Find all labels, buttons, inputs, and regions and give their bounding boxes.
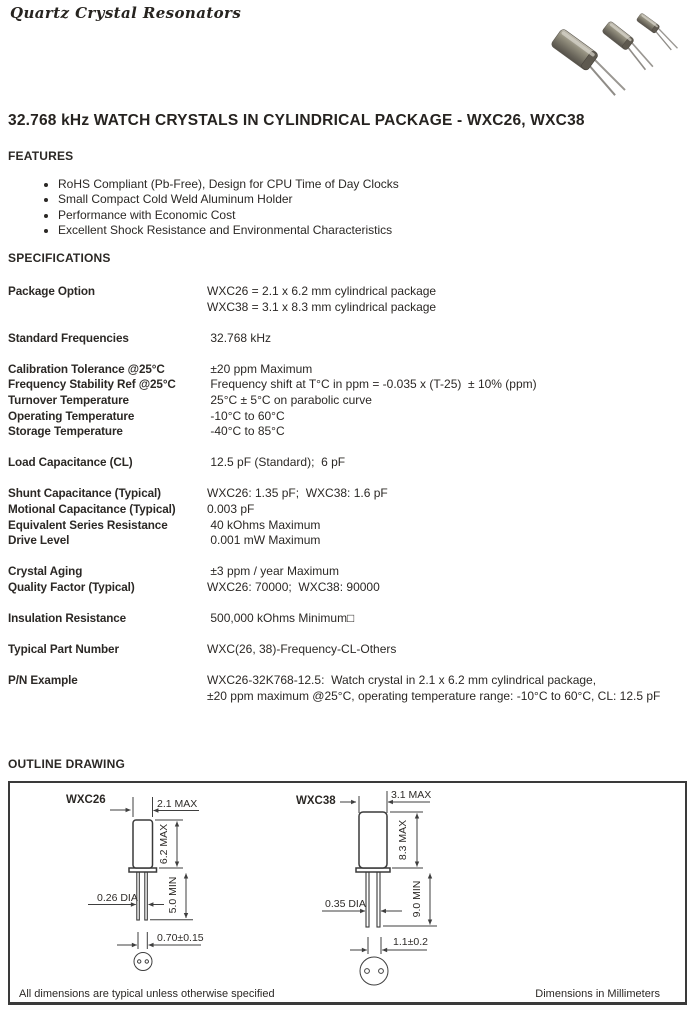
feature-item: • Excellent Shock Resistance and Environmental Characteristics — [58, 223, 399, 238]
outline-heading: OUTLINE DRAWING — [8, 757, 125, 771]
specifications-table — [8, 284, 688, 720]
outline-drawing-box — [8, 781, 687, 1005]
spec-value: -40°C to 85°C — [207, 424, 285, 439]
spec-value: WXC(26, 38)-Frequency-CL-Others — [207, 642, 397, 656]
spec-row — [8, 362, 688, 378]
specifications-heading: SPECIFICATIONS — [8, 251, 111, 265]
spec-row — [8, 331, 688, 347]
spec-label: Motional Capacitance (Typical) — [8, 502, 176, 516]
spec-label: Load Capacitance (CL) — [8, 456, 133, 470]
features-heading: FEATURES — [8, 149, 74, 163]
outline-note-right: Dimensions in Millimeters — [535, 988, 660, 1000]
spec-group — [8, 564, 688, 595]
spec-row — [8, 502, 688, 518]
spec-value: ±20 ppm maximum @25°C, operating temperature range: -10°C to 60°C, CL: 12.5 pF — [207, 688, 661, 703]
spec-value: Frequency shift at T°C in ppm = -0.035 x (T-25) ± 10% (ppm) — [207, 377, 537, 392]
spec-group — [8, 486, 688, 548]
spec-group — [8, 362, 688, 440]
spec-value: WXC26 = 2.1 x 6.2 mm cylindrical package — [207, 284, 437, 298]
spec-row — [8, 564, 688, 580]
wxc38-lead-diameter-dim: 0.35 DIA — [325, 898, 366, 910]
spec-value: 0.001 mW Maximum — [207, 533, 321, 548]
page-title: 32.768 kHz WATCH CRYSTALS IN CYLINDRICAL PACKAGE - WXC26, WXC38 — [8, 112, 585, 129]
spec-group — [8, 331, 688, 347]
spec-row — [8, 393, 688, 409]
spec-value: 12.5 pF (Standard); 6 pF — [207, 455, 346, 470]
spec-group — [8, 284, 688, 315]
outline-note-left: All dimensions are typical unless otherwise specified — [19, 988, 275, 1000]
spec-row — [8, 611, 688, 627]
spec-row — [8, 642, 688, 658]
spec-label: Equivalent Series Resistance — [8, 518, 168, 532]
wxc26-drawing — [66, 794, 204, 971]
spec-value: ±20 ppm Maximum — [207, 361, 313, 376]
features-list — [8, 177, 399, 239]
feature-item: • Performance with Economic Cost — [58, 208, 399, 223]
wxc26-width-dim: 2.1 MAX — [157, 798, 198, 810]
wxc26-lead-length-dim: 5.0 MIN — [167, 876, 179, 914]
crystal-small — [634, 13, 682, 53]
spec-label: Operating Temperature — [8, 409, 135, 423]
spec-row — [8, 518, 688, 534]
spec-value: -10°C to 60°C — [207, 408, 285, 423]
spec-label: Insulation Resistance — [8, 611, 127, 625]
spec-label: Calibration Tolerance @25°C — [8, 362, 165, 376]
spec-label: Quality Factor (Typical) — [8, 580, 135, 594]
spec-value: 40 kOhms Maximum — [207, 517, 321, 532]
wxc26-label: WXC26 — [66, 794, 106, 806]
spec-value: WXC38 = 3.1 x 8.3 mm cylindrical package — [207, 299, 437, 314]
spec-row — [8, 580, 688, 596]
spec-row — [8, 377, 688, 393]
wxc26-lead-spacing-dim: 0.70±0.15 — [157, 932, 204, 944]
wxc38-lead-length-dim: 9.0 MIN — [411, 880, 423, 918]
wxc38-label: WXC38 — [296, 795, 336, 807]
spec-group — [8, 642, 688, 658]
spec-row — [8, 424, 688, 440]
spec-label: Turnover Temperature — [8, 393, 129, 407]
spec-row — [8, 486, 688, 502]
spec-value: ±3 ppm / year Maximum — [207, 564, 339, 579]
spec-label: Storage Temperature — [8, 425, 123, 439]
wxc38-drawing — [296, 789, 437, 985]
spec-label: Crystal Aging — [8, 565, 83, 579]
wxc38-lead-spacing-dim: 1.1±0.2 — [393, 936, 428, 948]
spec-label: Typical Part Number — [8, 643, 119, 656]
spec-value: 32.768 kHz — [207, 330, 272, 345]
spec-row — [8, 533, 688, 549]
outline-drawing — [10, 783, 685, 1002]
spec-value: WXC26-32K768-12.5: Watch crystal in 2.1 x 6.2 mm cylindrical package, — [207, 673, 597, 688]
spec-value: 25°C ± 5°C on parabolic curve — [207, 392, 372, 407]
spec-value: 500,000 kOhms Minimum□ — [207, 610, 355, 625]
spec-group — [8, 673, 688, 704]
spec-group — [8, 455, 688, 471]
spec-value: 0.003 pF — [207, 501, 255, 516]
wxc38-width-dim: 3.1 MAX — [391, 789, 432, 801]
spec-label: Package Option — [8, 285, 95, 298]
wxc38-height-dim: 8.3 MAX — [397, 819, 409, 861]
spec-group — [8, 611, 688, 627]
brand-title: Quartz Crystal Resonators — [10, 4, 242, 22]
spec-label: Drive Level — [8, 534, 70, 548]
spec-label: P/N Example — [8, 674, 78, 688]
feature-item: • RoHS Compliant (Pb-Free), Design for CPU Time of Day Clocks — [58, 177, 399, 192]
crystal-resonators-photo — [540, 6, 692, 98]
wxc26-height-dim: 6.2 MAX — [158, 823, 170, 865]
spec-row — [8, 455, 688, 471]
spec-row — [8, 284, 688, 315]
spec-label: Standard Frequencies — [8, 331, 129, 345]
feature-item: • Small Compact Cold Weld Aluminum Holder — [58, 192, 399, 207]
spec-label: Frequency Stability Ref @25°C — [8, 378, 176, 392]
spec-value: WXC26: 70000; WXC38: 90000 — [207, 579, 380, 594]
wxc26-lead-diameter-dim: 0.26 DIA — [97, 892, 138, 904]
spec-row — [8, 673, 688, 704]
spec-value: WXC26: 1.35 pF; WXC38: 1.6 pF — [207, 486, 388, 501]
spec-row — [8, 409, 688, 425]
spec-label: Shunt Capacitance (Typical) — [8, 487, 161, 501]
